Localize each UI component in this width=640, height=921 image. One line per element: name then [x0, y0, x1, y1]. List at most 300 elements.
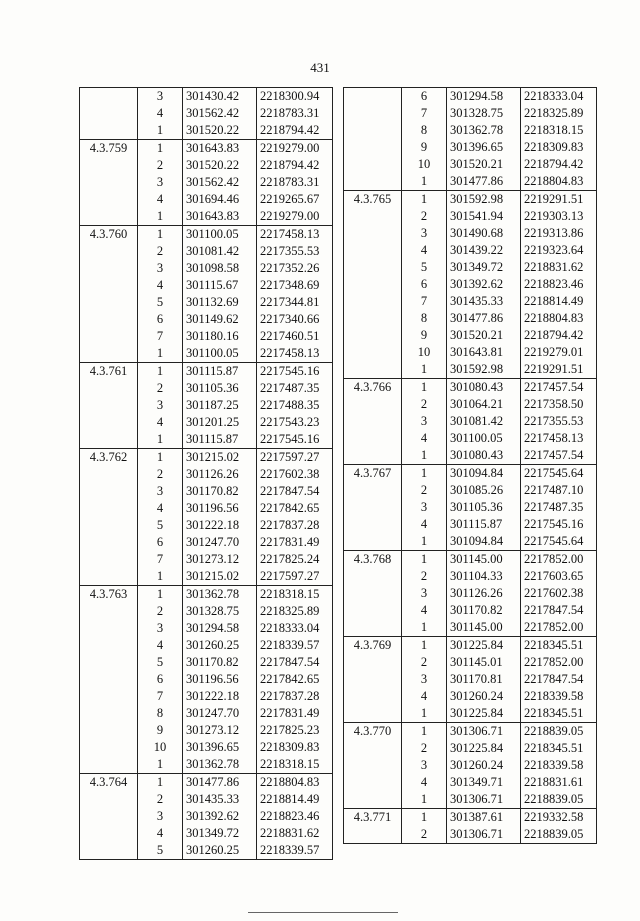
- parcel-id: [80, 122, 138, 140]
- y-coordinate: 2218794.42: [521, 156, 597, 173]
- x-coordinate: 301294.58: [447, 88, 521, 106]
- table-row: [80, 88, 333, 106]
- y-coordinate: 2218339.57: [257, 842, 333, 860]
- point-number: 1: [402, 637, 447, 655]
- y-coordinate: 2218333.04: [257, 620, 333, 637]
- table-row: [344, 139, 597, 156]
- y-coordinate: 2218318.15: [521, 122, 597, 139]
- y-coordinate: 2219303.13: [521, 208, 597, 225]
- parcel-id: [80, 842, 138, 860]
- table-row: [344, 809, 597, 827]
- x-coordinate: 301170.82: [183, 483, 257, 500]
- table-row: [80, 311, 333, 328]
- y-coordinate: 2217842.65: [257, 500, 333, 517]
- table-row: [344, 585, 597, 602]
- table-row: [344, 191, 597, 209]
- parcel-id: [344, 156, 402, 173]
- x-coordinate: 301196.56: [183, 671, 257, 688]
- point-number: 1: [402, 379, 447, 397]
- point-number: 1: [402, 533, 447, 551]
- table-row: [344, 310, 597, 327]
- parcel-id: [80, 808, 138, 825]
- y-coordinate: 2217460.51: [257, 328, 333, 345]
- x-coordinate: 301260.24: [447, 688, 521, 705]
- point-number: 9: [402, 139, 447, 156]
- parcel-id: [344, 293, 402, 310]
- x-coordinate: 301115.87: [447, 516, 521, 533]
- x-coordinate: 301592.98: [447, 191, 521, 209]
- table-row: [344, 533, 597, 551]
- point-number: 3: [402, 585, 447, 602]
- table-row: [344, 259, 597, 276]
- x-coordinate: 301306.71: [447, 723, 521, 741]
- parcel-id: [344, 516, 402, 533]
- parcel-id: [344, 361, 402, 379]
- point-number: 1: [138, 449, 183, 467]
- table-row: [344, 447, 597, 465]
- y-coordinate: 2218339.58: [521, 688, 597, 705]
- parcel-id: [344, 568, 402, 585]
- point-number: 3: [402, 757, 447, 774]
- point-number: 4: [138, 825, 183, 842]
- x-coordinate: 301260.25: [183, 637, 257, 654]
- parcel-id: 4.3.765: [344, 191, 402, 209]
- table-row: [344, 774, 597, 791]
- x-coordinate: 301520.21: [447, 327, 521, 344]
- table-row: [344, 568, 597, 585]
- table-row: [344, 293, 597, 310]
- y-coordinate: 2218309.83: [521, 139, 597, 156]
- parcel-id: [344, 705, 402, 723]
- table-row: [80, 345, 333, 363]
- table-row: [344, 430, 597, 447]
- point-number: 7: [402, 293, 447, 310]
- parcel-id: [80, 88, 138, 106]
- y-coordinate: 2217545.64: [521, 465, 597, 483]
- point-number: 3: [138, 174, 183, 191]
- point-number: 2: [402, 396, 447, 413]
- x-coordinate: 301149.62: [183, 311, 257, 328]
- point-number: 1: [402, 791, 447, 809]
- point-number: 1: [402, 723, 447, 741]
- y-coordinate: 2218325.89: [257, 603, 333, 620]
- table-row: [344, 654, 597, 671]
- parcel-id: 4.3.759: [80, 140, 138, 158]
- y-coordinate: 2217825.24: [257, 551, 333, 568]
- parcel-id: [344, 602, 402, 619]
- y-coordinate: 2217842.65: [257, 671, 333, 688]
- x-coordinate: 301081.42: [447, 413, 521, 430]
- table-row: [80, 191, 333, 208]
- table-row: [80, 637, 333, 654]
- point-number: 2: [402, 826, 447, 844]
- table-row: [344, 361, 597, 379]
- table-row: [80, 226, 333, 244]
- x-coordinate: 301225.84: [447, 740, 521, 757]
- y-coordinate: 2218783.31: [257, 105, 333, 122]
- x-coordinate: 301247.70: [183, 534, 257, 551]
- x-coordinate: 301225.84: [447, 705, 521, 723]
- x-coordinate: 301349.72: [447, 259, 521, 276]
- table-row: [80, 671, 333, 688]
- parcel-id: [344, 396, 402, 413]
- point-number: 8: [138, 705, 183, 722]
- table-row: [344, 671, 597, 688]
- y-coordinate: 2218339.58: [521, 757, 597, 774]
- parcel-id: [344, 654, 402, 671]
- table-row: [80, 380, 333, 397]
- point-number: 6: [138, 534, 183, 551]
- y-coordinate: 2218318.15: [257, 756, 333, 774]
- y-coordinate: 2217458.13: [521, 430, 597, 447]
- point-number: 1: [138, 756, 183, 774]
- table-row: [344, 88, 597, 106]
- y-coordinate: 2218309.83: [257, 739, 333, 756]
- table-row: [80, 825, 333, 842]
- x-coordinate: 301145.00: [447, 619, 521, 637]
- parcel-id: [344, 482, 402, 499]
- y-coordinate: 2218794.42: [521, 327, 597, 344]
- x-coordinate: 301170.81: [447, 671, 521, 688]
- point-number: 2: [138, 157, 183, 174]
- y-coordinate: 2218345.51: [521, 705, 597, 723]
- table-row: [80, 294, 333, 311]
- point-number: 1: [402, 191, 447, 209]
- y-coordinate: 2217358.50: [521, 396, 597, 413]
- table-row: [80, 449, 333, 467]
- y-coordinate: 2217352.26: [257, 260, 333, 277]
- x-coordinate: 301349.71: [447, 774, 521, 791]
- parcel-id: [344, 499, 402, 516]
- parcel-id: [80, 654, 138, 671]
- table-row: [344, 705, 597, 723]
- point-number: 1: [402, 551, 447, 569]
- point-number: 10: [138, 739, 183, 756]
- parcel-id: [344, 105, 402, 122]
- table-row: [344, 551, 597, 569]
- table-row: [80, 466, 333, 483]
- point-number: 3: [402, 413, 447, 430]
- x-coordinate: 301643.81: [447, 344, 521, 361]
- y-coordinate: 2217837.28: [257, 688, 333, 705]
- point-number: 4: [402, 688, 447, 705]
- x-coordinate: 301643.83: [183, 208, 257, 226]
- x-coordinate: 301170.82: [447, 602, 521, 619]
- y-coordinate: 2218339.57: [257, 637, 333, 654]
- parcel-id: [344, 826, 402, 844]
- page-number: 431: [310, 60, 330, 75]
- x-coordinate: 301104.33: [447, 568, 521, 585]
- parcel-id: [344, 242, 402, 259]
- y-coordinate: 2218814.49: [521, 293, 597, 310]
- y-coordinate: 2218783.31: [257, 174, 333, 191]
- point-number: 5: [138, 842, 183, 860]
- point-number: 4: [402, 242, 447, 259]
- y-coordinate: 2218804.83: [257, 774, 333, 792]
- parcel-id: [344, 533, 402, 551]
- table-row: [80, 431, 333, 449]
- y-coordinate: 2217458.13: [257, 345, 333, 363]
- parcel-id: [344, 310, 402, 327]
- parcel-id: 4.3.766: [344, 379, 402, 397]
- point-number: 4: [402, 516, 447, 533]
- parcel-id: [80, 208, 138, 226]
- table-row: [344, 499, 597, 516]
- table-row: [344, 619, 597, 637]
- parcel-id: [80, 688, 138, 705]
- table-row: [80, 705, 333, 722]
- y-coordinate: 2217852.00: [521, 654, 597, 671]
- x-coordinate: 301396.65: [183, 739, 257, 756]
- table-row: [344, 344, 597, 361]
- point-number: 3: [138, 808, 183, 825]
- x-coordinate: 301362.78: [447, 122, 521, 139]
- point-number: 1: [402, 173, 447, 191]
- x-coordinate: 301694.46: [183, 191, 257, 208]
- x-coordinate: 301490.68: [447, 225, 521, 242]
- x-coordinate: 301520.21: [447, 156, 521, 173]
- parcel-id: [80, 603, 138, 620]
- parcel-id: [344, 344, 402, 361]
- x-coordinate: 301247.70: [183, 705, 257, 722]
- y-coordinate: 2218345.51: [521, 740, 597, 757]
- x-coordinate: 301080.43: [447, 379, 521, 397]
- point-number: 1: [138, 774, 183, 792]
- x-coordinate: 301273.12: [183, 722, 257, 739]
- point-number: 2: [402, 654, 447, 671]
- x-coordinate: 301105.36: [183, 380, 257, 397]
- point-number: 3: [138, 483, 183, 500]
- x-coordinate: 301196.56: [183, 500, 257, 517]
- y-coordinate: 2217847.54: [257, 483, 333, 500]
- parcel-id: [344, 122, 402, 139]
- point-number: 2: [402, 482, 447, 499]
- x-coordinate: 301477.86: [183, 774, 257, 792]
- point-number: 1: [402, 705, 447, 723]
- x-coordinate: 301222.18: [183, 688, 257, 705]
- y-coordinate: 2218333.04: [521, 88, 597, 106]
- point-number: 1: [402, 619, 447, 637]
- point-number: 4: [138, 414, 183, 431]
- point-number: 4: [402, 774, 447, 791]
- table-row: [344, 105, 597, 122]
- y-coordinate: 2217545.64: [521, 533, 597, 551]
- parcel-id: [344, 259, 402, 276]
- y-coordinate: 2219323.64: [521, 242, 597, 259]
- parcel-id: [344, 276, 402, 293]
- point-number: 5: [138, 294, 183, 311]
- y-coordinate: 2218318.15: [257, 586, 333, 604]
- table-row: [80, 260, 333, 277]
- point-number: 1: [402, 809, 447, 827]
- x-coordinate: 301100.05: [183, 345, 257, 363]
- y-coordinate: 2219332.58: [521, 809, 597, 827]
- table-row: [80, 157, 333, 174]
- x-coordinate: 301215.02: [183, 568, 257, 586]
- point-number: 4: [138, 500, 183, 517]
- coordinates-table-left: [79, 87, 333, 860]
- x-coordinate: 301592.98: [447, 361, 521, 379]
- point-number: 7: [138, 551, 183, 568]
- parcel-id: 4.3.762: [80, 449, 138, 467]
- parcel-id: 4.3.761: [80, 363, 138, 381]
- table-row: [80, 603, 333, 620]
- table-row: [344, 757, 597, 774]
- x-coordinate: 301260.25: [183, 842, 257, 860]
- table-row: [80, 586, 333, 604]
- parcel-id: [80, 277, 138, 294]
- table-row: [80, 774, 333, 792]
- y-coordinate: 2217543.23: [257, 414, 333, 431]
- table-row: [344, 791, 597, 809]
- y-coordinate: 2217355.53: [521, 413, 597, 430]
- parcel-id: [80, 483, 138, 500]
- x-coordinate: 301396.65: [447, 139, 521, 156]
- table-row: [80, 517, 333, 534]
- x-coordinate: 301215.02: [183, 449, 257, 467]
- point-number: 2: [138, 243, 183, 260]
- y-coordinate: 2219313.86: [521, 225, 597, 242]
- x-coordinate: 301439.22: [447, 242, 521, 259]
- point-number: 4: [138, 191, 183, 208]
- parcel-id: [80, 191, 138, 208]
- y-coordinate: 2217602.38: [521, 585, 597, 602]
- table-row: [344, 208, 597, 225]
- y-coordinate: 2217847.54: [521, 671, 597, 688]
- table-row: [344, 482, 597, 499]
- parcel-id: [80, 722, 138, 739]
- x-coordinate: 301349.72: [183, 825, 257, 842]
- parcel-id: [80, 260, 138, 277]
- point-number: 2: [138, 791, 183, 808]
- x-coordinate: 301562.42: [183, 174, 257, 191]
- x-coordinate: 301273.12: [183, 551, 257, 568]
- x-coordinate: 301306.71: [447, 826, 521, 844]
- point-number: 6: [138, 671, 183, 688]
- table-row: [344, 242, 597, 259]
- parcel-id: [80, 243, 138, 260]
- point-number: 4: [138, 637, 183, 654]
- table-row: [80, 243, 333, 260]
- table-row: [80, 842, 333, 860]
- parcel-id: 4.3.763: [80, 586, 138, 604]
- parcel-id: [80, 466, 138, 483]
- parcel-id: [80, 620, 138, 637]
- table-row: [80, 739, 333, 756]
- x-coordinate: 301477.86: [447, 173, 521, 191]
- point-number: 7: [138, 328, 183, 345]
- table-row: [80, 105, 333, 122]
- x-coordinate: 301541.94: [447, 208, 521, 225]
- y-coordinate: 2217831.49: [257, 534, 333, 551]
- y-coordinate: 2218794.42: [257, 157, 333, 174]
- point-number: 3: [402, 499, 447, 516]
- table-row: [344, 602, 597, 619]
- y-coordinate: 2217487.10: [521, 482, 597, 499]
- y-coordinate: 2219279.00: [257, 208, 333, 226]
- y-coordinate: 2217355.53: [257, 243, 333, 260]
- parcel-id: [80, 311, 138, 328]
- point-number: 1: [138, 122, 183, 140]
- y-coordinate: 2217847.54: [257, 654, 333, 671]
- table-row: [344, 156, 597, 173]
- table-row: [80, 756, 333, 774]
- y-coordinate: 2217545.16: [257, 431, 333, 449]
- table-row: [80, 551, 333, 568]
- parcel-id: [344, 688, 402, 705]
- x-coordinate: 301145.01: [447, 654, 521, 671]
- x-coordinate: 301201.25: [183, 414, 257, 431]
- point-number: 5: [138, 517, 183, 534]
- y-coordinate: 2217458.13: [257, 226, 333, 244]
- parcel-id: [80, 739, 138, 756]
- parcel-id: [344, 774, 402, 791]
- point-number: 9: [138, 722, 183, 739]
- point-number: 1: [138, 140, 183, 158]
- x-coordinate: 301085.26: [447, 482, 521, 499]
- parcel-id: [80, 105, 138, 122]
- x-coordinate: 301094.84: [447, 465, 521, 483]
- parcel-id: [80, 671, 138, 688]
- point-number: 5: [138, 654, 183, 671]
- y-coordinate: 2217348.69: [257, 277, 333, 294]
- point-number: 8: [402, 310, 447, 327]
- table-row: [80, 363, 333, 381]
- x-coordinate: 301387.61: [447, 809, 521, 827]
- parcel-id: [80, 500, 138, 517]
- x-coordinate: 301115.67: [183, 277, 257, 294]
- x-coordinate: 301094.84: [447, 533, 521, 551]
- x-coordinate: 301145.00: [447, 551, 521, 569]
- parcel-id: 4.3.764: [80, 774, 138, 792]
- x-coordinate: 301328.75: [447, 105, 521, 122]
- point-number: 6: [138, 311, 183, 328]
- y-coordinate: 2218804.83: [521, 173, 597, 191]
- parcel-id: [344, 447, 402, 465]
- y-coordinate: 2217545.16: [521, 516, 597, 533]
- x-coordinate: 301392.62: [183, 808, 257, 825]
- parcel-id: [344, 740, 402, 757]
- parcel-id: [80, 705, 138, 722]
- parcel-id: [80, 414, 138, 431]
- table-row: [344, 122, 597, 139]
- x-coordinate: 301306.71: [447, 791, 521, 809]
- parcel-id: [80, 825, 138, 842]
- table-row: [344, 688, 597, 705]
- table-row: [80, 328, 333, 345]
- parcel-id: [344, 225, 402, 242]
- x-coordinate: 301064.21: [447, 396, 521, 413]
- point-number: 1: [138, 431, 183, 449]
- y-coordinate: 2217597.27: [257, 449, 333, 467]
- parcel-id: [344, 139, 402, 156]
- table-row: [344, 173, 597, 191]
- y-coordinate: 2218831.62: [257, 825, 333, 842]
- point-number: 3: [402, 225, 447, 242]
- x-coordinate: 301392.62: [447, 276, 521, 293]
- y-coordinate: 2218300.94: [257, 88, 333, 106]
- parcel-id: [344, 619, 402, 637]
- y-coordinate: 2218839.05: [521, 791, 597, 809]
- x-coordinate: 301132.69: [183, 294, 257, 311]
- x-coordinate: 301362.78: [183, 756, 257, 774]
- table-row: [344, 379, 597, 397]
- table-row: [80, 483, 333, 500]
- point-number: 9: [402, 327, 447, 344]
- parcel-id: [344, 757, 402, 774]
- y-coordinate: 2218804.83: [521, 310, 597, 327]
- point-number: 3: [402, 671, 447, 688]
